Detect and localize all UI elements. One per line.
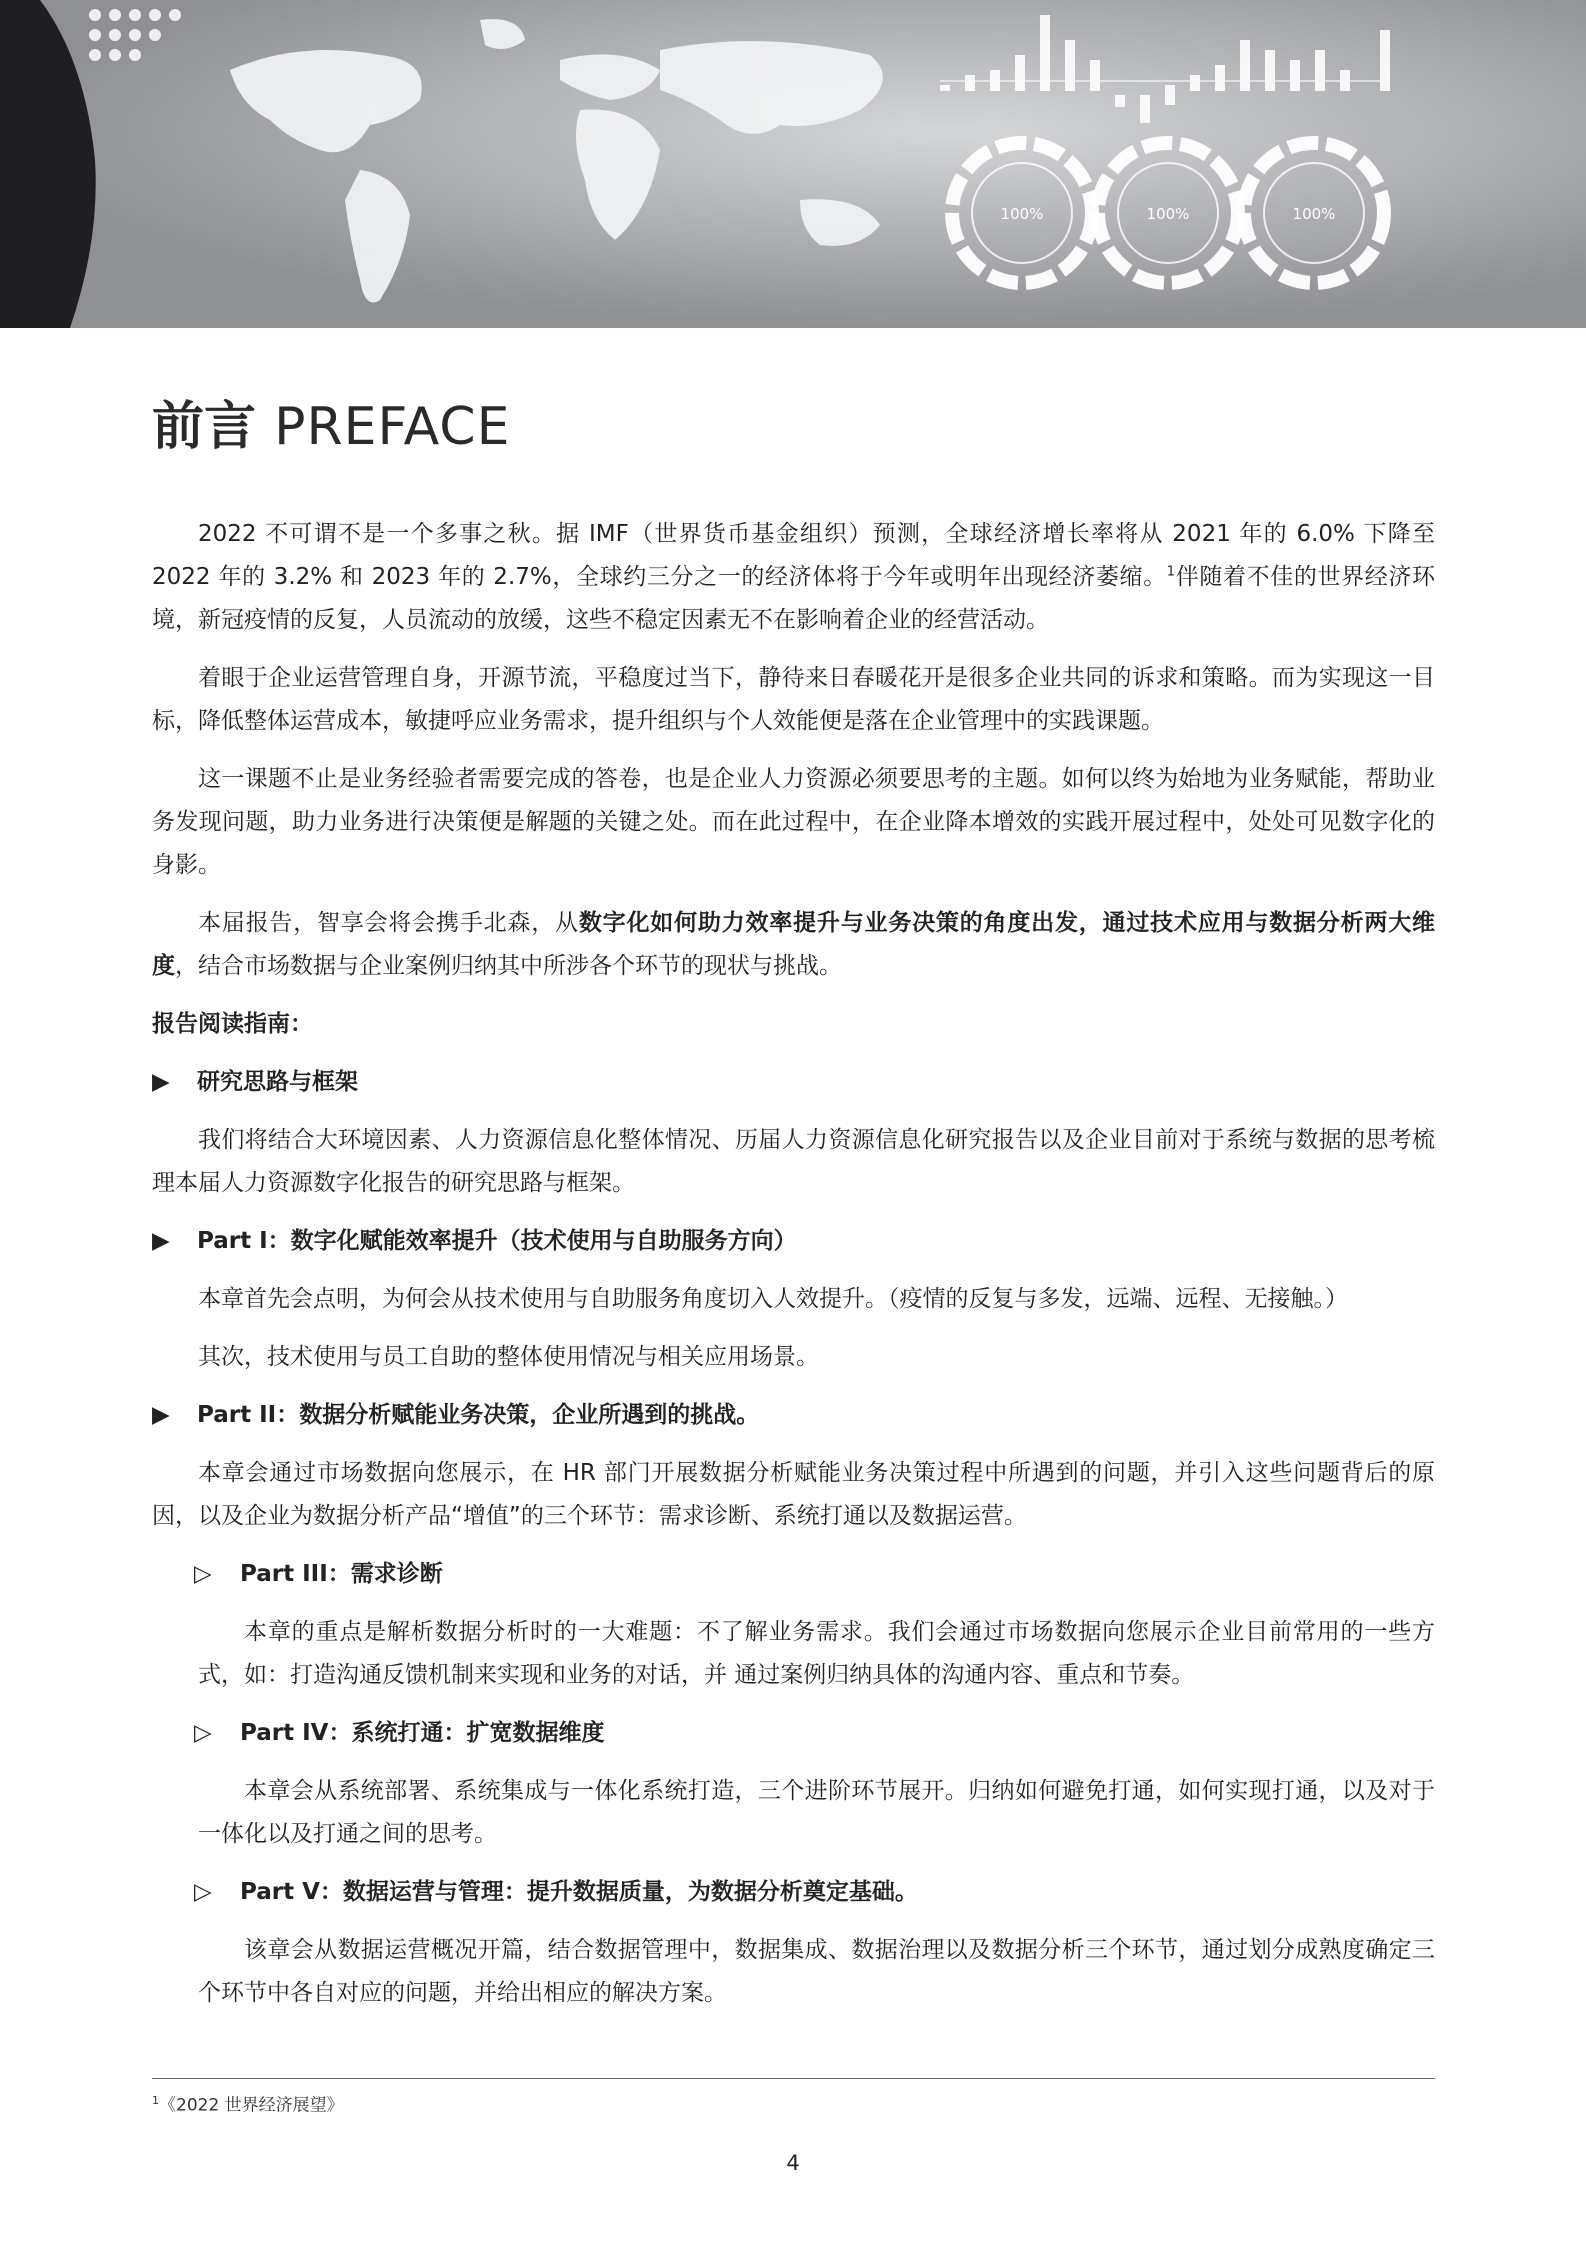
section-paragraph: 我们将结合大环境因素、人力资源信息化整体情况、历届人力资源信息化研究报告以及企业目前对于系统与数据的思考梳理本届人力资源数字化报告的研究思路与框架。 xyxy=(152,1127,1435,1196)
footnote-mark: 1 xyxy=(152,2094,159,2107)
section-heading-part-1 xyxy=(152,1220,1435,1263)
subsection-paragraph: 本章的重点是解析数据分析时的一大难题：不了解业务需求。我们会通过市场数据向您展示企业目前常用的一些方式，如：打造沟通反馈机制来实现和业务的对话，并 通过案例归纳具体的沟通内容、重点和节奏。 xyxy=(198,1619,1435,1688)
gauge-2 xyxy=(1098,143,1238,283)
play-outline-icon: ▷ xyxy=(194,1720,212,1746)
subsection-heading-part-5 xyxy=(194,1871,1435,1914)
gauge-3-label: 100% xyxy=(1292,205,1336,223)
intro-paragraph-1 xyxy=(152,513,1435,642)
hero-banner xyxy=(0,0,1586,328)
page-title-cn: 前言 xyxy=(152,397,257,457)
section-heading-framework xyxy=(152,1061,1435,1104)
hero-illustration xyxy=(0,0,1586,328)
section-paragraph: 本章首先会点明，为何会从技术使用与自助服务角度切入人效提升。（疫情的反复与多发，远端、远程、无接触。） xyxy=(198,1286,1348,1312)
gauge-1-label: 100% xyxy=(1000,205,1044,223)
gauge-1 xyxy=(952,143,1092,283)
subsection-heading-text: Part IV：系统打通：扩宽数据维度 xyxy=(240,1720,605,1746)
footnote-divider xyxy=(152,2078,1435,2079)
page-title-en: PREFACE xyxy=(274,397,511,457)
section-paragraph: 本章会通过市场数据向您展示，在 HR 部门开展数据分析赋能业务决策过程中所遇到的问题，并引入这些问题背后的原因，以及企业为数据分析产品“增值”的三个环节：需求诊断、系统打通以及数据运营。 xyxy=(152,1460,1435,1529)
reading-guide-label: 报告阅读指南： xyxy=(152,1011,313,1037)
play-icon: ▶ xyxy=(152,1402,170,1428)
intro-paragraph-2: 着眼于企业运营管理自身，开源节流，平稳度过当下，静待来日春暖花开是很多企业共同的诉求和策略。而为实现这一目标，降低整体运营成本，敏捷呼应业务需求，提升组织与个人效能便是落在企业管理中的实践课题。 xyxy=(152,665,1435,734)
section-heading-text: Part I：数字化赋能效率提升（技术使用与自助服务方向） xyxy=(197,1228,797,1254)
section-paragraph: 其次，技术使用与员工自助的整体使用情况与相关应用场景。 xyxy=(198,1344,819,1370)
play-outline-icon: ▷ xyxy=(194,1561,212,1587)
play-icon: ▶ xyxy=(152,1069,170,1095)
intro-paragraph-1-text: 2022 不可谓不是一个多事之秋。据 IMF（世界货币基金组织）预测，全球经济增长率将从 2021 年的 6.0% 下降至 2022 年的 3.2% 和 2023 年的 2.7%，全球约三分之一的经济体将于今年或明年出现经济萎缩。 xyxy=(152,521,1435,590)
intro-paragraph-1-text-after: 伴随着不佳的世界经济环境，新冠疫情的反复，人员流动的放缓，这些不稳定因素无不在影响着企业的经营活动。 xyxy=(152,564,1436,633)
footnote-text: 《2022 世界经济展望》 xyxy=(159,2095,344,2116)
subsection-paragraph: 该章会从数据运营概况开篇，结合数据管理中，数据集成、数据治理以及数据分析三个环节，通过划分成熟度确定三个环节中各自对应的问题，并给出相应的解决方案。 xyxy=(198,1937,1435,2006)
intro-paragraph-3: 这一课题不止是业务经验者需要完成的答卷，也是企业人力资源必须要思考的主题。如何以终为始地为业务赋能，帮助业务发现问题，助力业务进行决策便是解题的关键之处。而在此过程中，在企业降本增效的实践开展过程中，处处可见数字化的身影。 xyxy=(152,766,1435,878)
subsection-heading-part-4 xyxy=(194,1712,1435,1755)
footnote-ref[interactable]: 1 xyxy=(1166,564,1176,580)
intro-paragraph-4-text-after: ，结合市场数据与企业案例归纳其中所涉各个环节的现状与挑战。 xyxy=(175,953,842,979)
page-title xyxy=(152,395,1435,459)
gauge-2-label: 100% xyxy=(1146,205,1190,223)
section-heading-part-2 xyxy=(152,1394,1435,1437)
play-outline-icon: ▷ xyxy=(194,1879,212,1905)
subsection-heading-part-3 xyxy=(194,1553,1435,1596)
section-heading-text: Part II：数据分析赋能业务决策，企业所遇到的挑战。 xyxy=(197,1402,760,1428)
intro-paragraph-4 xyxy=(152,902,1435,988)
intro-paragraph-4-text: 本届报告，智享会将会携手北森，从 xyxy=(198,910,579,936)
play-icon: ▶ xyxy=(152,1228,170,1254)
gauge-3 xyxy=(1244,143,1384,283)
section-heading-text: 研究思路与框架 xyxy=(197,1069,358,1095)
subsection-heading-text: Part V：数据运营与管理：提升数据质量，为数据分析奠定基础。 xyxy=(240,1879,918,1905)
subsection-paragraph: 本章会从系统部署、系统集成与一体化系统打造，三个进阶环节展开。归纳如何避免打通，如何实现打通，以及对于一体化以及打通之间的思考。 xyxy=(198,1778,1435,1847)
footnote xyxy=(152,2088,344,2119)
subsection-heading-text: Part III：需求诊断 xyxy=(240,1561,443,1587)
page-number: 4 xyxy=(786,2151,800,2175)
intro-paragraph-4-bold: 数字化如何助力效率提升与业务决策的角度出发，通过技术应用与数据分析两大维度 xyxy=(152,910,1436,979)
main-content xyxy=(152,395,1435,2030)
